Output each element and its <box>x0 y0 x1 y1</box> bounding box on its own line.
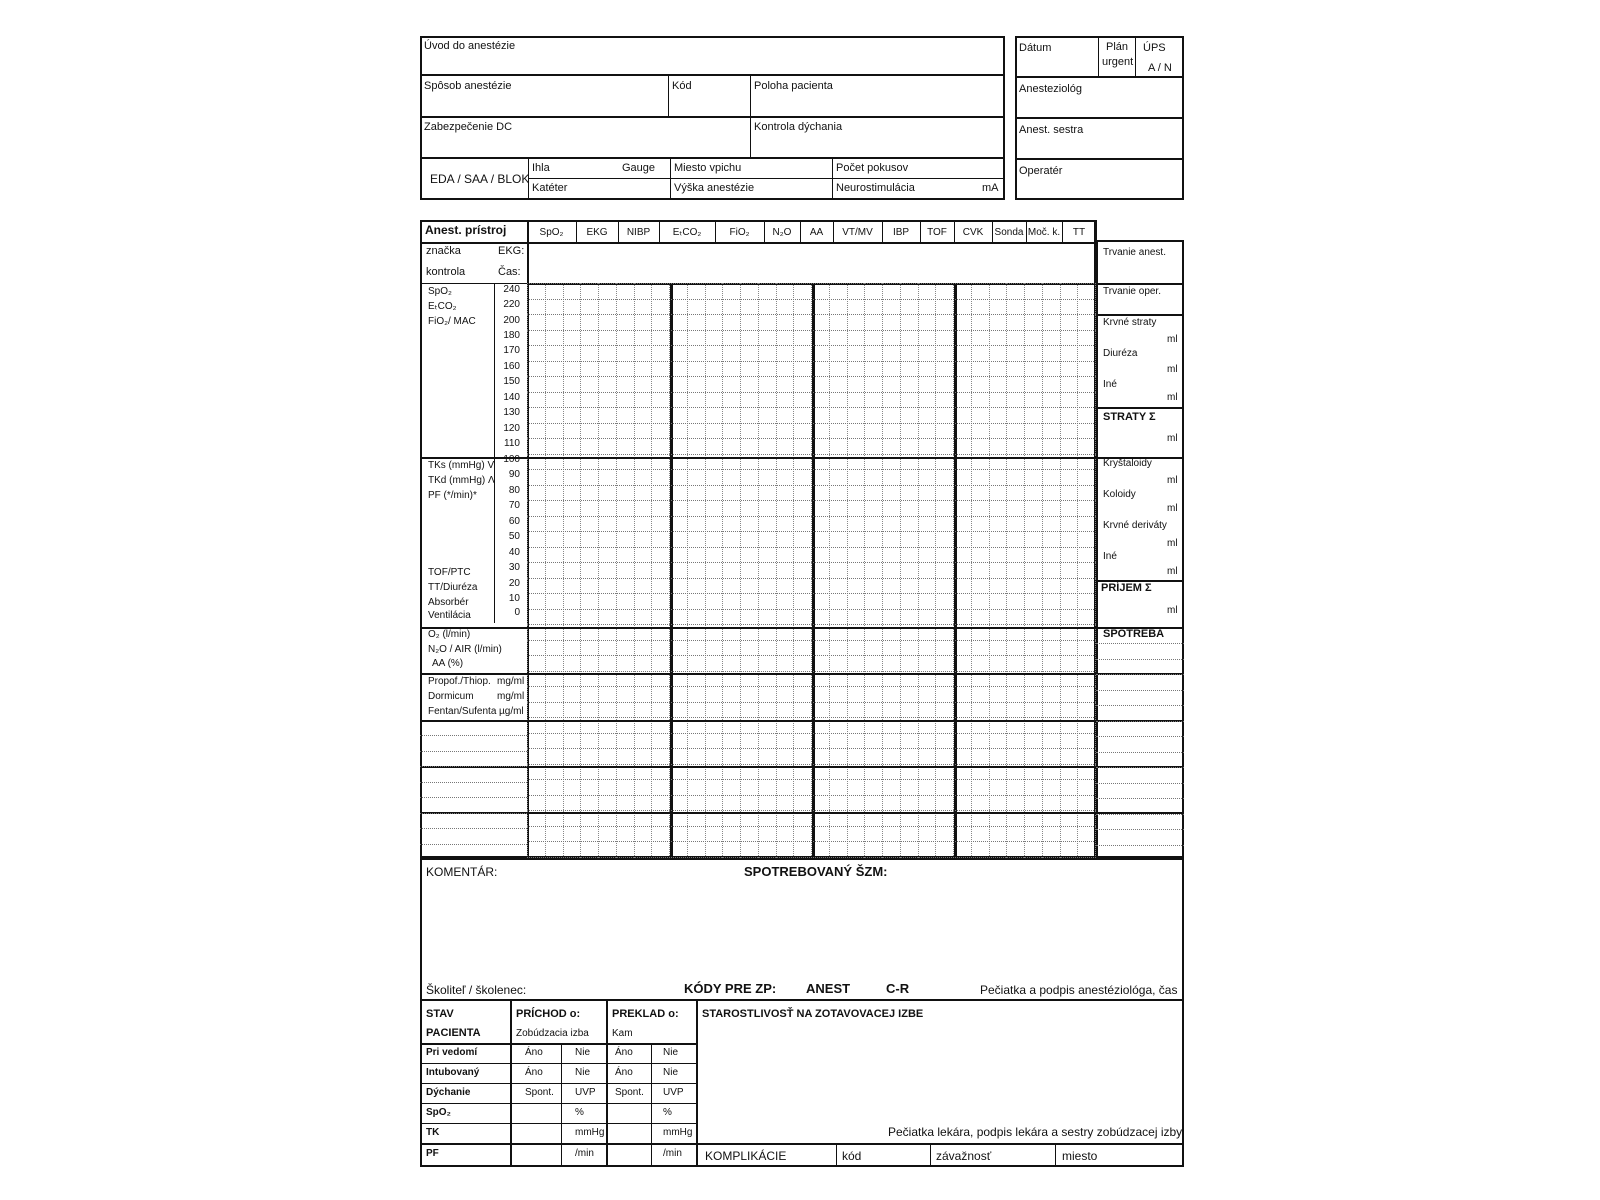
grid-line <box>1006 283 1007 858</box>
plan-label: Plán <box>1106 41 1129 53</box>
propof-label: Propof./Thiop. <box>428 676 491 687</box>
column-header: IBP <box>892 227 910 238</box>
status-option: Spont. <box>525 1087 554 1098</box>
grid-line <box>847 283 848 858</box>
grid-line <box>527 640 1096 641</box>
grid-line <box>420 828 527 829</box>
grid-line <box>793 283 794 858</box>
grid-line <box>545 283 546 858</box>
scale-tick: 130 <box>503 407 520 418</box>
grid-line <box>420 844 527 845</box>
divider <box>420 1123 696 1124</box>
grid-line <box>580 283 581 858</box>
scale-tick: 70 <box>508 500 520 511</box>
status-option: Spont. <box>615 1087 644 1098</box>
scale-tick: 180 <box>503 330 520 341</box>
vyska-label: Výška anestézie <box>674 182 755 194</box>
scale-tick: 20 <box>508 578 520 589</box>
grid-line <box>722 283 723 858</box>
grid-line <box>527 841 1096 842</box>
grid-line <box>882 283 883 858</box>
grid-line <box>527 795 1096 796</box>
grid-line <box>527 826 1096 827</box>
grid-line <box>1096 220 1097 242</box>
ml-label: ml <box>1167 334 1178 345</box>
grid-line <box>420 813 527 814</box>
ine-label: Iné <box>1103 379 1117 390</box>
status-option: % <box>663 1107 672 1118</box>
aa-label: AA (%) <box>432 658 464 669</box>
status-option: UVP <box>663 1087 684 1098</box>
grid-line <box>527 469 1096 470</box>
grid-line <box>527 454 1096 455</box>
column-header: AA <box>809 227 824 238</box>
ekg-label: EKG: <box>498 245 525 257</box>
grid-line <box>1096 283 1184 285</box>
mgml-label: mg/ml <box>497 676 525 687</box>
spo2-label: SpO₂ <box>428 286 452 297</box>
grid-line <box>420 766 527 767</box>
column-header: CVK <box>962 227 984 238</box>
divider <box>561 1043 562 1167</box>
miesto-label: miesto <box>1062 1149 1098 1163</box>
scale-tick: 10 <box>508 593 520 604</box>
status-row-label: Pri vedomí <box>426 1047 478 1058</box>
grid-line <box>1096 705 1184 706</box>
grid-line <box>829 283 830 858</box>
tof-label: TOF/PTC <box>428 567 471 578</box>
pf-label: PF (*/min)* <box>428 490 477 501</box>
ihla-label: Ihla <box>532 162 550 174</box>
krvne-derivaty-label: Krvné deriváty <box>1103 520 1167 531</box>
grid-line <box>527 407 1096 408</box>
komplikacie-label: KOMPLIKÁCIE <box>705 1149 787 1163</box>
pocet-label: Počet pokusov <box>836 162 909 174</box>
grid-line <box>1096 767 1184 768</box>
grid-line <box>598 283 599 858</box>
ml-label: ml <box>1167 392 1178 403</box>
urgent-label: urgent <box>1102 56 1134 68</box>
scale-tick: 220 <box>503 299 520 310</box>
tkd-label: TKd (mmHg) Λ <box>428 475 495 486</box>
grid-line <box>527 624 1096 625</box>
scale-tick: 50 <box>508 531 520 542</box>
tks-label: TKs (mmHg) V <box>428 460 495 471</box>
pristroj-label: Anest. prístroj <box>425 223 507 237</box>
divider <box>420 1063 696 1064</box>
grid-line <box>527 748 1096 749</box>
kontrola-dychania-label: Kontrola dýchania <box>754 121 843 133</box>
grid-line <box>527 283 528 858</box>
status-option: Nie <box>663 1067 679 1078</box>
spotreba-label: SPOTREBA <box>1103 628 1165 640</box>
grid-line <box>1096 845 1184 846</box>
cr-code-label: C-R <box>886 981 910 996</box>
scale-tick: 160 <box>503 361 520 372</box>
column-header: NIBP <box>626 227 651 238</box>
sestra-label: Anest. sestra <box>1019 124 1084 136</box>
grid-line <box>527 609 1096 610</box>
grid-line <box>1042 283 1043 858</box>
grid-line <box>527 810 1096 811</box>
grid-line <box>527 345 1096 346</box>
scale-tick: 0 <box>514 607 520 618</box>
eda-label: EDA / SAA / BLOK <box>430 172 530 186</box>
grid-line <box>1095 283 1096 858</box>
scale-tick: 40 <box>508 547 520 558</box>
ugml-label: µg/ml <box>499 706 524 717</box>
grid-line <box>1096 829 1184 830</box>
column-header: TOF <box>927 227 947 238</box>
grid-line <box>670 283 673 858</box>
grid-line <box>563 283 564 858</box>
column-header: SpO₂ <box>539 227 564 238</box>
scale-tick: 110 <box>504 438 520 449</box>
kam-label: Kam <box>612 1028 633 1039</box>
uvod-label: Úvod do anestézie <box>424 40 516 52</box>
status-option: Nie <box>575 1067 591 1078</box>
divider <box>696 999 698 1167</box>
znacka-label: značka <box>426 245 461 257</box>
grid-line <box>527 485 1096 486</box>
grid-line <box>1096 783 1184 784</box>
grid-line <box>420 751 527 752</box>
grid-line <box>527 671 1096 672</box>
trvanie-anest-label: Trvanie anest. <box>1103 247 1166 258</box>
status-option: % <box>575 1107 584 1118</box>
grid-line <box>1096 721 1184 722</box>
comment-block <box>420 858 1184 999</box>
ml-label: ml <box>1167 566 1178 577</box>
grid-line <box>1096 643 1184 644</box>
grid-line <box>527 438 1096 439</box>
ma-label: mA <box>982 182 999 194</box>
grid-line <box>953 283 954 858</box>
status-row-label: TK <box>426 1127 440 1138</box>
grid-line <box>420 627 1096 629</box>
an-label: A / N <box>1148 62 1172 74</box>
poloha-label: Poloha pacienta <box>754 80 833 92</box>
grid-line <box>527 779 1096 780</box>
status-option: mmHg <box>663 1127 693 1138</box>
ine-label: Iné <box>1103 551 1117 562</box>
grid-line <box>527 500 1096 501</box>
grid-line <box>420 735 527 736</box>
ml-label: ml <box>1167 538 1178 549</box>
column-header: VT/MV <box>842 227 873 238</box>
grid-line <box>616 283 617 858</box>
grid-line <box>740 283 741 858</box>
scale-tick: 30 <box>508 562 520 573</box>
scale-tick: 150 <box>503 376 520 387</box>
scale-tick: 60 <box>508 516 520 527</box>
gauge-label: Gauge <box>622 162 656 174</box>
status-option: Nie <box>575 1047 591 1058</box>
ml-label: ml <box>1167 503 1178 514</box>
ml-label: ml <box>1167 475 1178 486</box>
grid-line <box>420 457 1096 459</box>
divider <box>420 1103 696 1104</box>
grid-line <box>1096 690 1184 691</box>
grid-line <box>527 376 1096 377</box>
szm-label: SPOTREBOVANÝ ŠZM: <box>744 864 888 879</box>
grid-line <box>954 283 957 858</box>
fentan-label: Fentan/Sufenta <box>428 706 497 717</box>
column-header: Moč. k. <box>1027 227 1061 238</box>
krystaloidy-label: Kryštaloidy <box>1103 458 1152 469</box>
grid-line <box>1096 407 1184 409</box>
grid-line <box>776 283 777 858</box>
cas-label: Čas: <box>498 266 521 278</box>
grid-line <box>420 242 1096 244</box>
grid-line <box>1096 314 1184 316</box>
grid-line <box>634 283 635 858</box>
status-row-label: SpO₂ <box>426 1107 451 1118</box>
divider <box>420 1143 1184 1145</box>
grid-line <box>687 283 688 858</box>
koloidy-label: Koloidy <box>1103 489 1136 500</box>
status-option: mmHg <box>575 1127 605 1138</box>
kontrola-label: kontrola <box>426 266 466 278</box>
divider <box>420 1083 696 1084</box>
scale-tick: 240 <box>503 284 520 295</box>
scale-tick: 120 <box>503 423 520 434</box>
grid-line <box>527 547 1096 548</box>
grid-line <box>527 299 1096 300</box>
status-option: Áno <box>525 1067 543 1078</box>
neurostim-label: Neurostimulácia <box>836 182 915 194</box>
grid-line <box>705 283 706 858</box>
kody-label: KÓDY PRE ZP: <box>684 981 777 996</box>
ml-label: ml <box>1167 433 1178 444</box>
grid-line <box>989 283 990 858</box>
grid-line <box>1060 283 1061 858</box>
grid-line <box>811 283 812 858</box>
peciatka-label: Pečiatka a podpis anestéziológa, čas <box>980 983 1178 997</box>
grid-line <box>1096 798 1184 799</box>
grid-line <box>527 531 1096 532</box>
grid-line <box>1096 674 1184 675</box>
tt-label: TT/Diuréza <box>428 582 478 593</box>
grid-line <box>420 782 527 783</box>
n2o-label: N₂O / AIR (l/min) <box>428 644 502 655</box>
zavaznost-label: závažnosť <box>936 1149 992 1163</box>
grid-line <box>935 283 936 858</box>
prichod-label: PRÍCHOD o: <box>516 1008 581 1020</box>
diureza-label: Diuréza <box>1103 348 1138 359</box>
grid-line <box>527 593 1096 594</box>
operater-label: Operatér <box>1019 165 1063 177</box>
peciatka-lekara-label: Pečiatka lekára, podpis lekára a sestry zobúdzacej izby <box>888 1125 1183 1139</box>
grid-line <box>527 655 1096 656</box>
status-row-label: Dýchanie <box>426 1087 471 1098</box>
trvanie-oper-label: Trvanie oper. <box>1103 286 1161 297</box>
grid-line <box>527 283 1096 284</box>
status-option: /min <box>575 1148 594 1159</box>
grid-line <box>420 720 1096 722</box>
o2-label: O₂ (l/min) <box>428 629 471 640</box>
grid-line <box>971 283 972 858</box>
grid-line <box>758 283 759 858</box>
scale-tick: 200 <box>503 315 520 326</box>
scale-tick: 100 <box>503 454 520 465</box>
grid-line <box>1096 659 1184 660</box>
mgml-label: mg/ml <box>497 691 525 702</box>
grid-line <box>1096 736 1184 737</box>
sposob-label: Spôsob anestézie <box>424 80 512 92</box>
ups-label: ÚPS <box>1143 42 1166 54</box>
grid-line <box>527 330 1096 331</box>
grid-line <box>651 283 652 858</box>
status-option: Áno <box>615 1047 633 1058</box>
grid-line <box>527 686 1096 687</box>
komentar-label: KOMENTÁR: <box>426 865 498 879</box>
grid-line <box>527 764 1096 765</box>
grid-line <box>1024 283 1025 858</box>
scale-tick: 80 <box>508 485 520 496</box>
status-option: Áno <box>615 1067 633 1078</box>
grid-line <box>918 283 919 858</box>
divider <box>651 1043 652 1167</box>
prijem-label: PRÍJEM Σ <box>1101 582 1152 594</box>
scale-tick: 140 <box>503 392 520 403</box>
grid-line <box>527 392 1096 393</box>
grid-line <box>669 283 670 858</box>
scale-tick: 170 <box>503 345 520 356</box>
grid-line <box>812 283 815 858</box>
ventilacia-label: Ventilácia <box>428 610 471 621</box>
column-header: Sonda <box>994 227 1024 238</box>
status-option: UVP <box>575 1087 596 1098</box>
column-header: N₂O <box>772 227 792 238</box>
grid-line <box>527 578 1096 579</box>
status-row-label: Intubovaný <box>426 1067 480 1078</box>
stav-label: STAV <box>426 1008 454 1020</box>
kod-label: Kód <box>672 80 692 92</box>
ml-label: ml <box>1167 364 1178 375</box>
dormicum-label: Dormicum <box>428 691 474 702</box>
krvne-straty-label: Krvné straty <box>1103 317 1157 328</box>
grid-line <box>527 562 1096 563</box>
grid-line <box>1096 814 1184 815</box>
absorber-label: Absorbér <box>428 597 469 608</box>
grid-line <box>527 423 1096 424</box>
grid-line <box>527 702 1096 703</box>
grid-line <box>900 283 901 858</box>
ml-label: ml <box>1167 605 1178 616</box>
divider <box>420 1043 696 1045</box>
straty-label: STRATY Σ <box>1103 411 1156 423</box>
kateter-label: Katéter <box>532 182 568 194</box>
status-option: Nie <box>663 1047 679 1058</box>
kod-label: kód <box>842 1149 862 1163</box>
anest-code-label: ANEST <box>806 981 851 996</box>
starostlivost-label: STAROSTLIVOSŤ NA ZOTAVOVACEJ IZBE <box>702 1008 924 1020</box>
fio2-label: FiO₂/ MAC <box>428 316 476 327</box>
grid-line <box>420 797 527 798</box>
grid-line <box>527 733 1096 734</box>
column-header: TT <box>1072 227 1086 238</box>
grid-line <box>420 673 1096 675</box>
grid-line <box>527 361 1096 362</box>
status-option: /min <box>663 1148 682 1159</box>
pacienta-label: PACIENTA <box>426 1027 481 1039</box>
grid-line <box>1096 752 1184 753</box>
skolitel-label: Školiteľ / školenec: <box>426 983 527 997</box>
scale-tick: 90 <box>508 469 520 480</box>
grid-line <box>864 283 865 858</box>
divider <box>836 1143 837 1167</box>
divider <box>930 1143 931 1167</box>
anesteziolog-label: Anesteziológ <box>1019 83 1082 95</box>
status-option: Áno <box>525 1047 543 1058</box>
column-header: FiO₂ <box>729 227 750 238</box>
zabezpecenie-label: Zabezpečenie DC <box>424 121 513 133</box>
preklad-label: PREKLAD o: <box>612 1008 679 1020</box>
etco2-label: EₜCO₂ <box>428 301 457 312</box>
zobudzacia-label: Zobúdzacia izba <box>516 1028 589 1039</box>
datum-label: Dátum <box>1019 42 1052 54</box>
grid-line <box>527 516 1096 517</box>
miesto-label: Miesto vpichu <box>674 162 742 174</box>
grid-line <box>527 314 1096 315</box>
grid-line <box>1077 283 1078 858</box>
grid-line <box>527 717 1096 718</box>
status-row-label: PF <box>426 1148 439 1159</box>
column-header: EKG <box>586 227 608 238</box>
divider <box>1055 1143 1056 1167</box>
column-header: EₜCO₂ <box>672 227 702 238</box>
